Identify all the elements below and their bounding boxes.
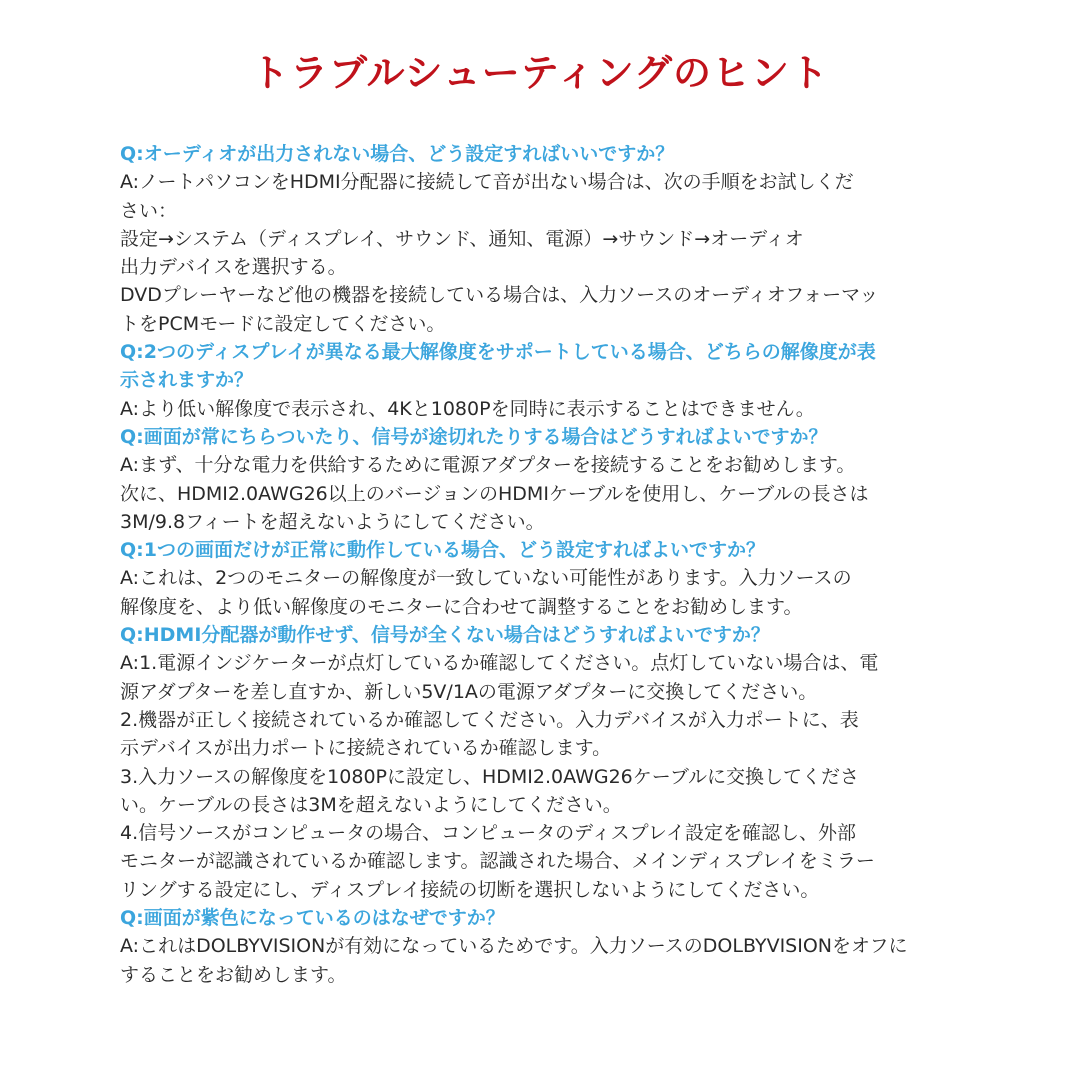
faq-answer-line: 設定→システム（ディスプレイ、サウンド、通知、電源）→サウンド→オーディオ: [120, 227, 804, 250]
faq-answer-line: トをPCMモードに設定してください。: [120, 312, 446, 335]
faq-question-line: Q:1つの画面だけが正常に動作している場合、どう設定すればよいですか？: [120, 539, 765, 562]
faq-answer-line: 源アダプターを差し直すか、新しい5V/1Aの電源アダプターに交換してください。: [120, 680, 818, 703]
faq-answer-line: A:ノートパソコンをHDMI分配器に接続して音が出ない場合は、次の手順をお試しくだ: [120, 171, 854, 194]
faq-answer-line: A:1.電源インジケーターが点灯しているか確認してください。点灯していない場合は、電: [120, 652, 879, 675]
faq-answer-line: さい：: [120, 199, 178, 222]
faq-answer-line: 解像度を、より低い解像度のモニターに合わせて調整することをお勧めします。: [120, 595, 803, 618]
faq-answer-line: リングする設定にし、ディスプレイ接続の切断を選択しないようにしてください。: [120, 878, 820, 901]
faq-answer-line: DVDプレーヤーなど他の機器を接続している場合は、入力ソースのオーディオフォーマッ: [120, 284, 879, 307]
faq-answer-line: モニターが認識されているか確認します。認識された場合、メインディスプレイをミラー: [120, 850, 875, 873]
faq-answer-line: 2.機器が正しく接続されているか確認してください。入力デバイスが入力ポートに、表: [120, 708, 859, 731]
faq-question-line: Q:画面が紫色になっているのはなぜですか？: [120, 907, 505, 930]
faq-question-line: Q:オーディオが出力されない場合、どう設定すればいいですか？: [120, 143, 675, 165]
faq-answer-line: 3M/9.8フィートを超えないようにしてください。: [120, 510, 545, 533]
faq-answer-line: 出力デバイスを選択する。: [120, 256, 347, 279]
faq-answer-line: い。ケーブルの長さは3Mを超えないようにしてください。: [120, 793, 622, 816]
faq-answer-line: A:これはDOLBYVISIONが有効になっているためです。入力ソースのDOLBYVISIONをオフに: [120, 935, 908, 958]
faq-answer-line: 3.入力ソースの解像度を1080Pに設定し、HDMI2.0AWG26ケーブルに交換してくださ: [120, 765, 860, 788]
faq-question-line: Q:HDMI分配器が動作せず、信号が全くない場合はどうすればよいですか？: [120, 624, 770, 647]
faq-answer-line: A:これは、2つのモニターの解像度が一致していない可能性があります。入力ソースの: [120, 567, 852, 590]
faq-answer-line: A:より低い解像度で表示され、4Kと1080Pを同時に表示することはできません。: [120, 397, 815, 420]
faq-question-line: Q:2つのディスプレイが異なる最大解像度をサポートしている場合、どちらの解像度が表: [120, 341, 876, 364]
faq-question-line: 示されますか？: [120, 369, 254, 392]
faq-answer-line: 示デバイスが出力ポートに接続されているか確認します。: [120, 737, 612, 760]
faq-content: [120, 140, 1025, 989]
faq-answer-line: A:まず、十分な電力を供給するために電源アダプターを接続することをお勧めします。: [120, 454, 856, 477]
faq-answer-line: することをお勧めします。: [120, 963, 347, 986]
faq-answer-line: 4.信号ソースがコンピュータの場合、コンピュータのディスプレイ設定を確認し、外部: [120, 822, 856, 845]
faq-answer-line: 次に、HDMI2.0AWG26以上のバージョンのHDMIケーブルを使用し、ケーブルの長さは: [120, 482, 869, 505]
faq-question-line: Q:画面が常にちらついたり、信号が途切れたりする場合はどうすればよいですか？: [120, 425, 828, 448]
page-title: トラブルシューティングのヒント: [251, 51, 829, 95]
